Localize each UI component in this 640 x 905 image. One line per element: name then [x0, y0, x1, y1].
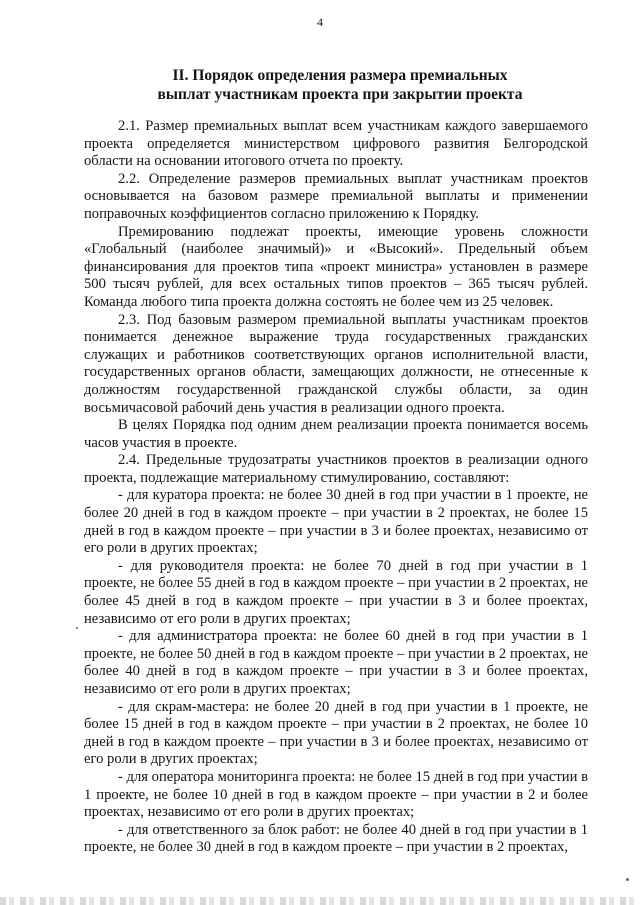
list-item-monitoring-operator: - для оператора мониторинга проекта: не более 15 дней в год при участии в 1 проекте, не более 10 дней в год в каждом проекте – при участии в 2 и более проектах, независимо от его роли в других проектах; [84, 768, 588, 821]
body-text [84, 118, 588, 857]
list-item-scrum-master: - для скрам-мастера: не более 20 дней в год при участии в 1 проекте, не более 15 дней в год в каждом проекте – при участии в 2 проектах, не более 10 дней в год в каждом проекте – при участии в 3 и более проектах, независимо от его роли в других проектах; [84, 698, 588, 768]
section-heading-line-2: выплат участникам проекта при закрытии проекта [157, 86, 523, 103]
paragraph-2-3: 2.3. Под базовым размером премиальной выплаты участникам проектов понимается денежное выражение труда государственных гражданских служащих и работников соответствующих органов исполнительной власти, государственных органов области, замещающих должности, не отнесенные к должностям государственной гражданской службы области, за один восьмичасовой рабочий день участия в реализации одного проекта. [84, 311, 588, 416]
paragraph-2-2: 2.2. Определение размеров премиальных выплат участникам проектов основывается на базовом размере премиальной выплаты и применении поправочных коэффициентов согласно приложению к Порядку. [84, 170, 588, 222]
scan-speck [76, 627, 78, 629]
paragraph-day-definition: В целях Порядка под одним днем реализации проекта понимается восемь часов участия в проекте. [84, 417, 588, 451]
list-item-curator: - для куратора проекта: не более 30 дней в год при участии в 1 проекте, не более 20 дней в год в каждом проекте – при участии в 2 проектах, не более 15 дней в год в каждом проекте – при участии в 3 и более проектах, независимо от его роли в других проектах; [84, 487, 588, 557]
section-heading-line-1: II. Порядок определения размера премиальных [172, 67, 508, 84]
paragraph-2-1: 2.1. Размер премиальных выплат всем участникам каждого завершаемого проекта определяется министерством цифрового развития Белгородской области на основании итогового отчета по проекту. [84, 118, 588, 170]
scan-speck [626, 878, 629, 881]
list-item-administrator: - для администратора проекта: не более 60 дней в год при участии в 1 проекте, не более 50 дней в год в каждом проекте – при участии в 2 проектах, не более 40 дней в год в каждом проекте – при участии в 3 и более проектах, независимо от его роли в других проектах; [84, 628, 588, 697]
section-heading [60, 66, 620, 104]
list-item-work-block-owner: - для ответственного за блок работ: не более 40 дней в год при участии в 1 проекте, не более 30 дней в год в каждом проекте – при участии в 2 проектах, [84, 821, 588, 856]
page-number: 4 [317, 15, 323, 29]
scan-edge-artifact [0, 897, 640, 905]
list-item-project-manager: - для руководителя проекта: не более 70 дней в год при участии в 1 проекте, не более 55 дней в год в каждом проекте – при участии в 2 проектах, не более 45 дней в год в каждом проекте – при участии в 3 и более проектах, независимо от его роли в других проектах; [84, 557, 588, 627]
paragraph-premium-conditions: Премированию подлежат проекты, имеющие уровень сложности «Глобальный (наиболее значимый)» и «Высокий». Предельный объем финансирования для проектов типа «проект министра» установлен в размере 500 тысяч рублей, для всех остальных типов проектов – 365 тысяч рублей. Команда любого типа проекта должна состоять не более чем из 25 человек. [84, 223, 588, 310]
paragraph-2-4: 2.4. Предельные трудозатраты участников проектов в реализации одного проекта, подлежащие материальному стимулированию, составляют: [84, 452, 588, 486]
